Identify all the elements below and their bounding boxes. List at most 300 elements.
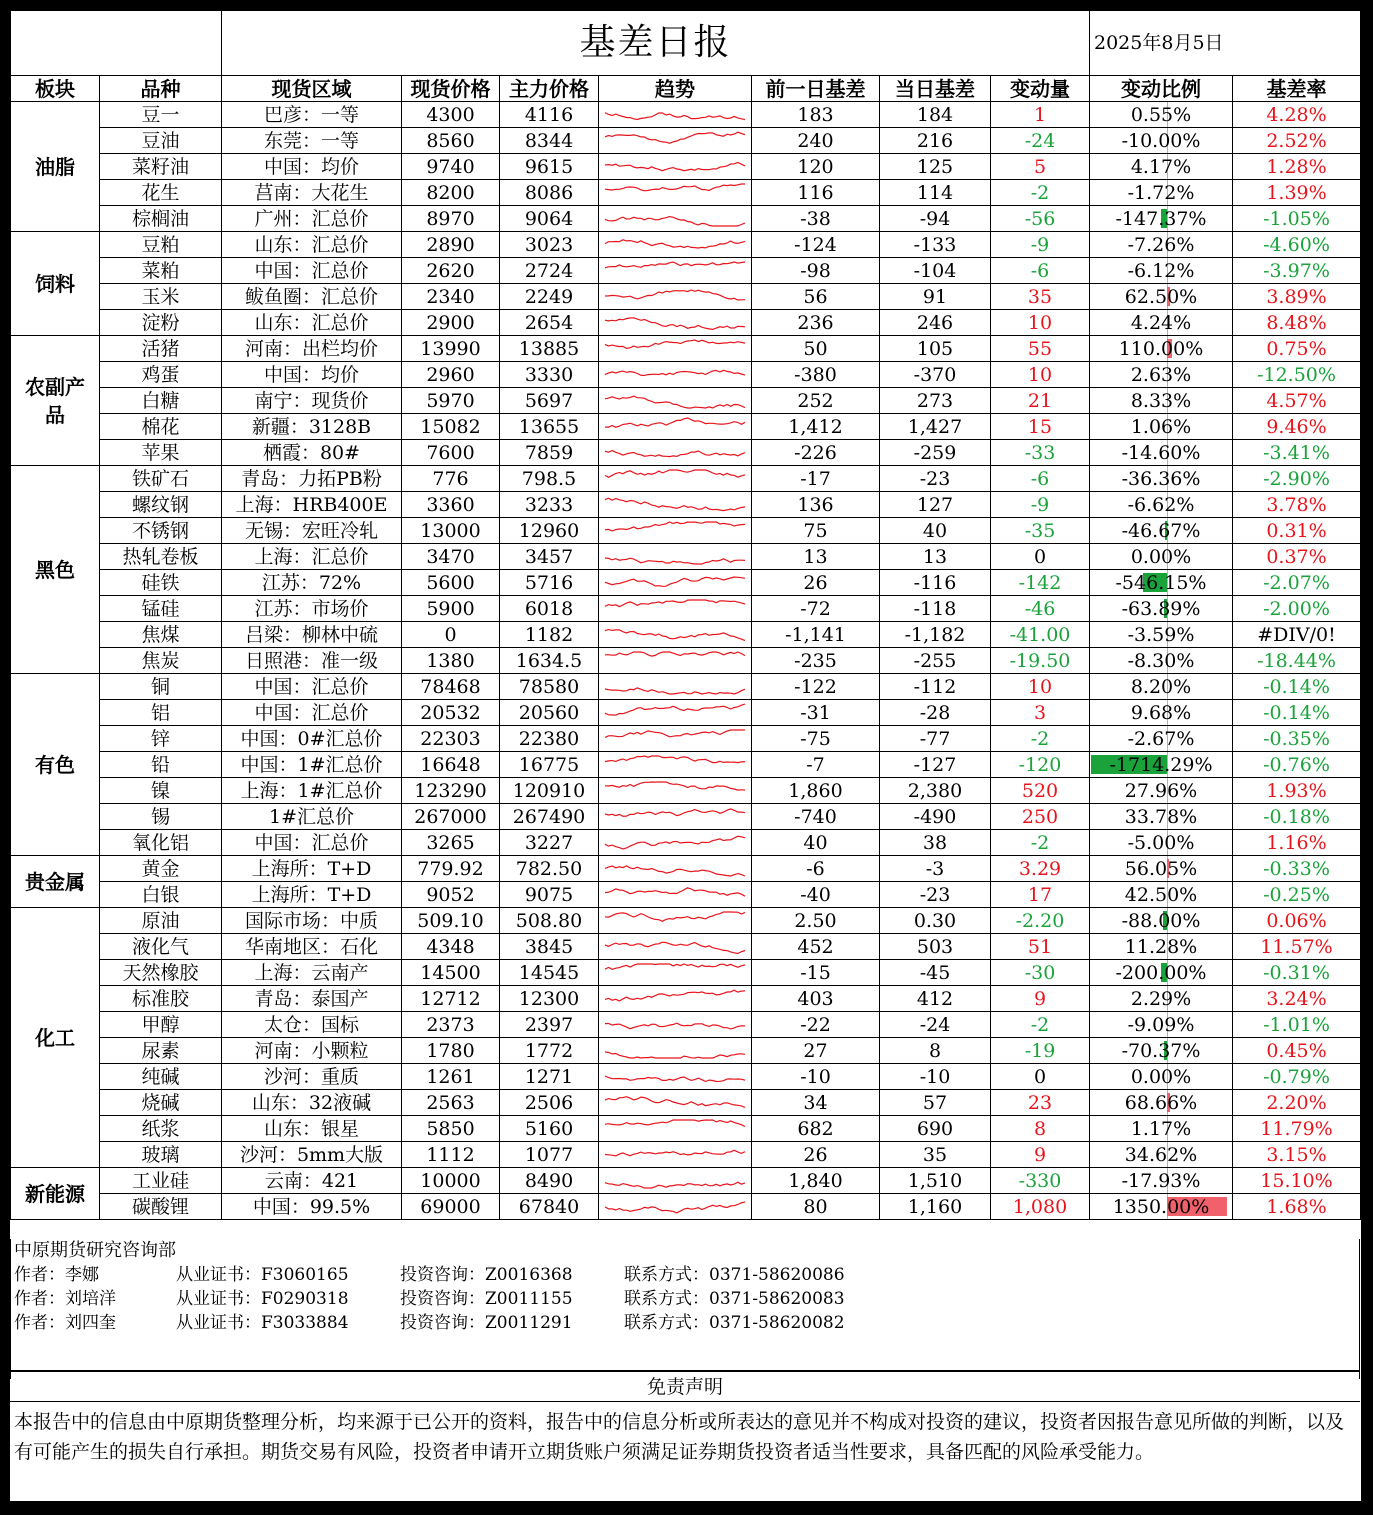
basis-rate: -1.05%: [1233, 206, 1361, 232]
product-name: 纸浆: [100, 1116, 222, 1142]
current-basis: 412: [880, 986, 991, 1012]
main-price: 508.80: [500, 908, 599, 934]
trend-sparkline: [601, 831, 749, 855]
author-consult: 投资咨询：Z0011291: [400, 1313, 573, 1333]
current-basis: 216: [880, 128, 991, 154]
basis-rate: -2.07%: [1233, 570, 1361, 596]
basis-change: -30: [991, 960, 1090, 986]
trend-sparkline: [601, 753, 749, 777]
spot-price: 9740: [402, 154, 500, 180]
product-name: 硅铁: [100, 570, 222, 596]
basis-change: 35: [991, 284, 1090, 310]
basis-change: -6: [991, 258, 1090, 284]
basis-change: -56: [991, 206, 1090, 232]
trend-sparkline: [601, 935, 749, 959]
basis-change: 1,080: [991, 1194, 1090, 1220]
main-price: 2724: [500, 258, 599, 284]
trend-line: [605, 990, 745, 1001]
product-name: 液化气: [100, 934, 222, 960]
current-basis: 273: [880, 388, 991, 414]
spot-price: 5850: [402, 1116, 500, 1142]
basis-rate: -0.14%: [1233, 700, 1361, 726]
product-name: 纯碱: [100, 1064, 222, 1090]
basis-change: 3.29: [991, 856, 1090, 882]
basis-rate: 3.78%: [1233, 492, 1361, 518]
change-ratio-cell: [1090, 128, 1233, 154]
trend-sparkline: [601, 519, 749, 543]
column-header: 当日基差: [880, 76, 991, 102]
change-ratio: -63.89%: [1121, 597, 1201, 620]
basis-report-sheet: [10, 10, 1360, 1463]
current-basis: -77: [880, 726, 991, 752]
product-name: 锰硅: [100, 596, 222, 622]
basis-change: 0: [991, 544, 1090, 570]
spot-region: 江苏：市场价: [222, 596, 402, 622]
trend-sparkline: [601, 233, 749, 257]
trend-sparkline: [601, 701, 749, 725]
basis-rate: -18.44%: [1233, 648, 1361, 674]
column-header: 变动比例: [1090, 76, 1233, 102]
change-ratio-cell: [1090, 544, 1233, 570]
author-name: 作者：李娜: [14, 1265, 99, 1285]
main-price: 5697: [500, 388, 599, 414]
change-ratio: -546.15%: [1115, 571, 1207, 594]
prev-basis: 26: [752, 570, 880, 596]
product-name: 锡: [100, 804, 222, 830]
trend-line: [605, 370, 745, 375]
table-row: [11, 128, 1361, 154]
trend-sparkline: [601, 415, 749, 439]
trend-sparkline: [601, 285, 749, 309]
spot-price: 12712: [402, 986, 500, 1012]
basis-rate: -2.00%: [1233, 596, 1361, 622]
main-price: 3227: [500, 830, 599, 856]
basis-change: -2: [991, 830, 1090, 856]
current-basis: -127: [880, 752, 991, 778]
product-name: 碳酸锂: [100, 1194, 222, 1220]
change-ratio-cell: [1090, 960, 1233, 986]
change-ratio-cell: [1090, 908, 1233, 934]
product-name: 花生: [100, 180, 222, 206]
trend-sparkline-cell: [599, 180, 752, 206]
prev-basis: -7: [752, 752, 880, 778]
trend-line: [605, 1023, 745, 1029]
main-price: 8344: [500, 128, 599, 154]
trend-line: [605, 964, 745, 969]
column-header: 品种: [100, 76, 222, 102]
change-ratio-cell: [1090, 232, 1233, 258]
change-ratio-cell: [1090, 206, 1233, 232]
prev-basis: 34: [752, 1090, 880, 1116]
basis-change: -19: [991, 1038, 1090, 1064]
change-ratio-cell: [1090, 752, 1233, 778]
product-name: 甲醇: [100, 1012, 222, 1038]
spot-price: 123290: [402, 778, 500, 804]
product-name: 焦煤: [100, 622, 222, 648]
table-row: [11, 596, 1361, 622]
trend-sparkline-cell: [599, 440, 752, 466]
main-price: 1634.5: [500, 648, 599, 674]
main-price: 9075: [500, 882, 599, 908]
prev-basis: 2.50: [752, 908, 880, 934]
spot-region: 东莞：一等: [222, 128, 402, 154]
spot-region: 巴彦：一等: [222, 102, 402, 128]
spot-region: 江苏：72%: [222, 570, 402, 596]
change-ratio-cell: [1090, 830, 1233, 856]
spot-region: 中国：汇总价: [222, 830, 402, 856]
table-row: [11, 102, 1361, 128]
spot-price: 509.10: [402, 908, 500, 934]
basis-rate: -0.14%: [1233, 674, 1361, 700]
trend-sparkline: [601, 1065, 749, 1089]
product-name: 氧化铝: [100, 830, 222, 856]
change-ratio: 9.68%: [1130, 701, 1192, 724]
change-ratio-cell: [1090, 388, 1233, 414]
basis-rate: -0.35%: [1233, 726, 1361, 752]
change-ratio-cell: [1090, 778, 1233, 804]
spot-region: 河南：小颗粒: [222, 1038, 402, 1064]
basis-change: 9: [991, 986, 1090, 1012]
trend-sparkline: [601, 1195, 749, 1219]
main-price: 2506: [500, 1090, 599, 1116]
author-consult: 投资咨询：Z0011155: [400, 1289, 573, 1309]
main-price: 4116: [500, 102, 599, 128]
basis-table: [10, 10, 1361, 1220]
table-row: [11, 362, 1361, 388]
basis-rate: 15.10%: [1233, 1168, 1361, 1194]
prev-basis: -22: [752, 1012, 880, 1038]
trend-sparkline-cell: [599, 206, 752, 232]
main-price: 12960: [500, 518, 599, 544]
trend-sparkline-cell: [599, 232, 752, 258]
trend-sparkline-cell: [599, 128, 752, 154]
main-price: 1182: [500, 622, 599, 648]
trend-sparkline-cell: [599, 622, 752, 648]
spot-price: 9052: [402, 882, 500, 908]
change-ratio: 11.28%: [1124, 935, 1198, 958]
prev-basis: -75: [752, 726, 880, 752]
basis-change: -6: [991, 466, 1090, 492]
change-ratio-cell: [1090, 648, 1233, 674]
change-ratio: -147.37%: [1115, 207, 1207, 230]
trend-line: [605, 239, 745, 247]
main-price: 6018: [500, 596, 599, 622]
table-row: [11, 1116, 1361, 1142]
change-ratio-cell: [1090, 856, 1233, 882]
main-price: 798.5: [500, 466, 599, 492]
prev-basis: 452: [752, 934, 880, 960]
product-name: 螺纹钢: [100, 492, 222, 518]
basis-change: 5: [991, 154, 1090, 180]
report-title: 基差日报: [222, 11, 1090, 76]
main-price: 67840: [500, 1194, 599, 1220]
main-price: 13655: [500, 414, 599, 440]
spot-price: 1780: [402, 1038, 500, 1064]
table-row: [11, 1038, 1361, 1064]
basis-rate: 11.57%: [1233, 934, 1361, 960]
column-header: 主力价格: [500, 76, 599, 102]
product-name: 棉花: [100, 414, 222, 440]
current-basis: 1,160: [880, 1194, 991, 1220]
basis-rate: -3.41%: [1233, 440, 1361, 466]
product-name: 尿素: [100, 1038, 222, 1064]
spot-region: 国际市场：中质: [222, 908, 402, 934]
product-name: 天然橡胶: [100, 960, 222, 986]
main-price: 78580: [500, 674, 599, 700]
table-row: [11, 518, 1361, 544]
main-price: 120910: [500, 778, 599, 804]
trend-sparkline-cell: [599, 934, 752, 960]
product-name: 白糖: [100, 388, 222, 414]
author-row: [14, 1311, 1014, 1335]
change-ratio: 33.78%: [1124, 805, 1198, 828]
main-price: 1772: [500, 1038, 599, 1064]
trend-sparkline: [601, 441, 749, 465]
main-price: 14545: [500, 960, 599, 986]
product-name: 镍: [100, 778, 222, 804]
spot-region: 山东：银星: [222, 1116, 402, 1142]
product-name: 铝: [100, 700, 222, 726]
author-row: [14, 1287, 1014, 1311]
current-basis: -490: [880, 804, 991, 830]
spot-region: 中国：汇总价: [222, 700, 402, 726]
author-cert: 从业证书：F0290318: [176, 1289, 349, 1309]
basis-rate: 2.20%: [1233, 1090, 1361, 1116]
current-basis: 8: [880, 1038, 991, 1064]
basis-rate: -0.33%: [1233, 856, 1361, 882]
spot-price: 14500: [402, 960, 500, 986]
spot-price: 2620: [402, 258, 500, 284]
main-price: 3330: [500, 362, 599, 388]
change-ratio: -8.30%: [1127, 649, 1195, 672]
trend-sparkline: [601, 467, 749, 491]
spot-region: 云南：421: [222, 1168, 402, 1194]
current-basis: 2,380: [880, 778, 991, 804]
trend-sparkline: [601, 259, 749, 283]
table-row: [11, 466, 1361, 492]
change-ratio-cell: [1090, 492, 1233, 518]
basis-rate: 9.46%: [1233, 414, 1361, 440]
basis-change: -2: [991, 180, 1090, 206]
spot-price: 776: [402, 466, 500, 492]
change-ratio: -6.12%: [1127, 259, 1195, 282]
basis-rate: 1.28%: [1233, 154, 1361, 180]
table-row: [11, 726, 1361, 752]
change-ratio-cell: [1090, 258, 1233, 284]
basis-rate: 0.45%: [1233, 1038, 1361, 1064]
spot-price: 0: [402, 622, 500, 648]
trend-sparkline-cell: [599, 882, 752, 908]
spot-price: 8200: [402, 180, 500, 206]
basis-rate: -0.31%: [1233, 960, 1361, 986]
table-row: [11, 674, 1361, 700]
trend-line: [605, 216, 745, 225]
basis-change: -2: [991, 1012, 1090, 1038]
trend-sparkline-cell: [599, 804, 752, 830]
trend-sparkline: [601, 1091, 749, 1115]
product-name: 玉米: [100, 284, 222, 310]
prev-basis: -235: [752, 648, 880, 674]
change-ratio: 27.96%: [1124, 779, 1198, 802]
trend-sparkline: [601, 129, 749, 153]
trend-line: [605, 1120, 745, 1127]
spot-region: 栖霞：80#: [222, 440, 402, 466]
spot-price: 3265: [402, 830, 500, 856]
trend-sparkline-cell: [599, 1090, 752, 1116]
author-cert: 从业证书：F3033884: [176, 1313, 349, 1333]
trend-line: [605, 600, 745, 607]
spot-region: 上海：汇总价: [222, 544, 402, 570]
trend-line: [605, 652, 745, 656]
trend-sparkline-cell: [599, 596, 752, 622]
trend-sparkline-cell: [599, 726, 752, 752]
change-ratio-cell: [1090, 1090, 1233, 1116]
trend-line: [605, 132, 745, 143]
author-consult: 投资咨询：Z0016368: [400, 1265, 573, 1285]
change-ratio-cell: [1090, 804, 1233, 830]
table-row: [11, 180, 1361, 206]
product-name: 标准胶: [100, 986, 222, 1012]
trend-sparkline: [601, 337, 749, 361]
spot-region: 中国：汇总价: [222, 258, 402, 284]
disclaimer-title: 免责声明: [10, 1370, 1360, 1402]
basis-change: 55: [991, 336, 1090, 362]
trend-sparkline-cell: [599, 388, 752, 414]
spot-price: 10000: [402, 1168, 500, 1194]
current-basis: -94: [880, 206, 991, 232]
main-price: 3023: [500, 232, 599, 258]
trend-sparkline: [601, 649, 749, 673]
prev-basis: 75: [752, 518, 880, 544]
column-header: 变动量: [991, 76, 1090, 102]
change-ratio-cell: [1090, 466, 1233, 492]
trend-sparkline-cell: [599, 258, 752, 284]
spot-region: 日照港：准一级: [222, 648, 402, 674]
basis-rate: -12.50%: [1233, 362, 1361, 388]
table-row: [11, 492, 1361, 518]
change-ratio-cell: [1090, 882, 1233, 908]
change-ratio: -46.67%: [1121, 519, 1201, 542]
product-name: 铜: [100, 674, 222, 700]
prev-basis: 1,860: [752, 778, 880, 804]
current-basis: -112: [880, 674, 991, 700]
spot-region: 山东：汇总价: [222, 232, 402, 258]
spot-price: 4348: [402, 934, 500, 960]
trend-line: [605, 704, 745, 715]
change-ratio: 62.50%: [1124, 285, 1198, 308]
change-ratio-cell: [1090, 440, 1233, 466]
product-name: 菜籽油: [100, 154, 222, 180]
trend-sparkline-cell: [599, 310, 752, 336]
main-price: 12300: [500, 986, 599, 1012]
main-price: 2654: [500, 310, 599, 336]
spot-region: 1#汇总价: [222, 804, 402, 830]
report-footer: [10, 1239, 1360, 1501]
spot-price: 5600: [402, 570, 500, 596]
trend-sparkline-cell: [599, 1194, 752, 1220]
main-price: 3233: [500, 492, 599, 518]
trend-sparkline-cell: [599, 362, 752, 388]
main-price: 782.50: [500, 856, 599, 882]
basis-rate: 4.28%: [1233, 102, 1361, 128]
change-ratio-cell: [1090, 622, 1233, 648]
basis-change: 3: [991, 700, 1090, 726]
author-name: 作者：刘培洋: [14, 1289, 116, 1309]
trend-sparkline-cell: [599, 414, 752, 440]
change-ratio: -10.00%: [1121, 129, 1201, 152]
product-name: 热轧卷板: [100, 544, 222, 570]
table-row: [11, 1168, 1361, 1194]
current-basis: -10: [880, 1064, 991, 1090]
trend-sparkline-cell: [599, 700, 752, 726]
main-price: 5716: [500, 570, 599, 596]
table-row: [11, 336, 1361, 362]
trend-sparkline-cell: [599, 778, 752, 804]
spot-price: 8970: [402, 206, 500, 232]
prev-basis: -226: [752, 440, 880, 466]
basis-rate: 1.16%: [1233, 830, 1361, 856]
basis-rate: 1.39%: [1233, 180, 1361, 206]
trend-sparkline: [601, 857, 749, 881]
trend-line: [605, 887, 745, 895]
table-row: [11, 882, 1361, 908]
trend-sparkline-cell: [599, 986, 752, 1012]
trend-line: [605, 498, 745, 510]
prev-basis: 26: [752, 1142, 880, 1168]
product-name: 焦炭: [100, 648, 222, 674]
author-cert: 从业证书：F3060165: [176, 1265, 349, 1285]
basis-change: -24: [991, 128, 1090, 154]
main-price: 8086: [500, 180, 599, 206]
spot-region: 沙河：5mm大版: [222, 1142, 402, 1168]
trend-sparkline-cell: [599, 1064, 752, 1090]
prev-basis: -1,141: [752, 622, 880, 648]
basis-rate: -0.25%: [1233, 882, 1361, 908]
change-ratio: -1714.29%: [1109, 753, 1213, 776]
sector-label: 油脂: [11, 102, 100, 232]
current-basis: 0.30: [880, 908, 991, 934]
trend-sparkline-cell: [599, 1116, 752, 1142]
spot-region: 青岛：力拓PB粉: [222, 466, 402, 492]
current-basis: 1,427: [880, 414, 991, 440]
basis-rate: 3.24%: [1233, 986, 1361, 1012]
basis-rate: 4.57%: [1233, 388, 1361, 414]
trend-line: [605, 396, 745, 408]
trend-sparkline-cell: [599, 284, 752, 310]
current-basis: 57: [880, 1090, 991, 1116]
basis-change: 10: [991, 310, 1090, 336]
prev-basis: 27: [752, 1038, 880, 1064]
prev-basis: 240: [752, 128, 880, 154]
trend-sparkline: [601, 571, 749, 595]
current-basis: 1,510: [880, 1168, 991, 1194]
prev-basis: -38: [752, 206, 880, 232]
trend-line: [605, 836, 745, 849]
basis-change: 1: [991, 102, 1090, 128]
main-price: 267490: [500, 804, 599, 830]
basis-change: -41.00: [991, 622, 1090, 648]
spot-price: 5900: [402, 596, 500, 622]
basis-rate: -3.97%: [1233, 258, 1361, 284]
trend-sparkline: [601, 1143, 749, 1167]
main-price: 5160: [500, 1116, 599, 1142]
prev-basis: -380: [752, 362, 880, 388]
prev-basis: 1,412: [752, 414, 880, 440]
spot-price: 1112: [402, 1142, 500, 1168]
main-price: 3845: [500, 934, 599, 960]
trend-sparkline-cell: [599, 1012, 752, 1038]
author-name: 作者：刘四奎: [14, 1313, 116, 1333]
